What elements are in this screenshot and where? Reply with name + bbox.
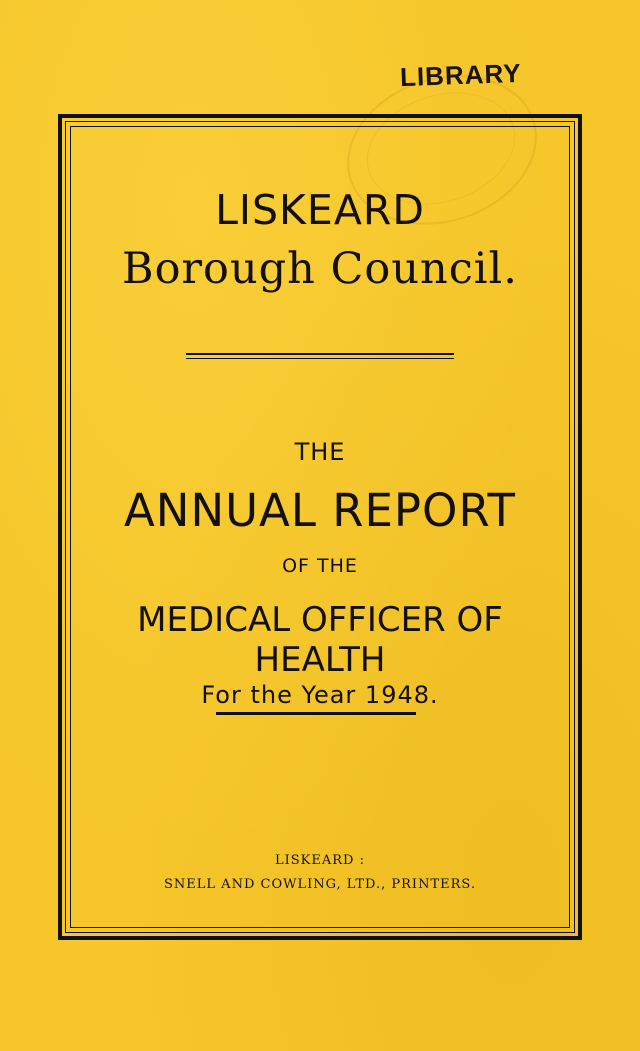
printer-place: LISKEARD : [275,853,365,868]
printer-name: SNELL AND COWLING, LTD., PRINTERS. [164,877,476,892]
heading-of-the: OF THE [282,555,358,577]
library-stamp: LIBRARY [399,57,523,93]
report-title: ANNUAL REPORT [124,484,516,537]
divider-rule [186,353,454,355]
report-year: For the Year 1948. [201,681,439,709]
council-title: Borough Council. [122,244,518,294]
divider-rule-thin [186,358,454,359]
town-title: LISKEARD [215,186,425,234]
report-subject: MEDICAL OFFICER OF HEALTH [137,600,503,680]
heading-the: THE [294,438,346,466]
year-underline [216,712,416,715]
